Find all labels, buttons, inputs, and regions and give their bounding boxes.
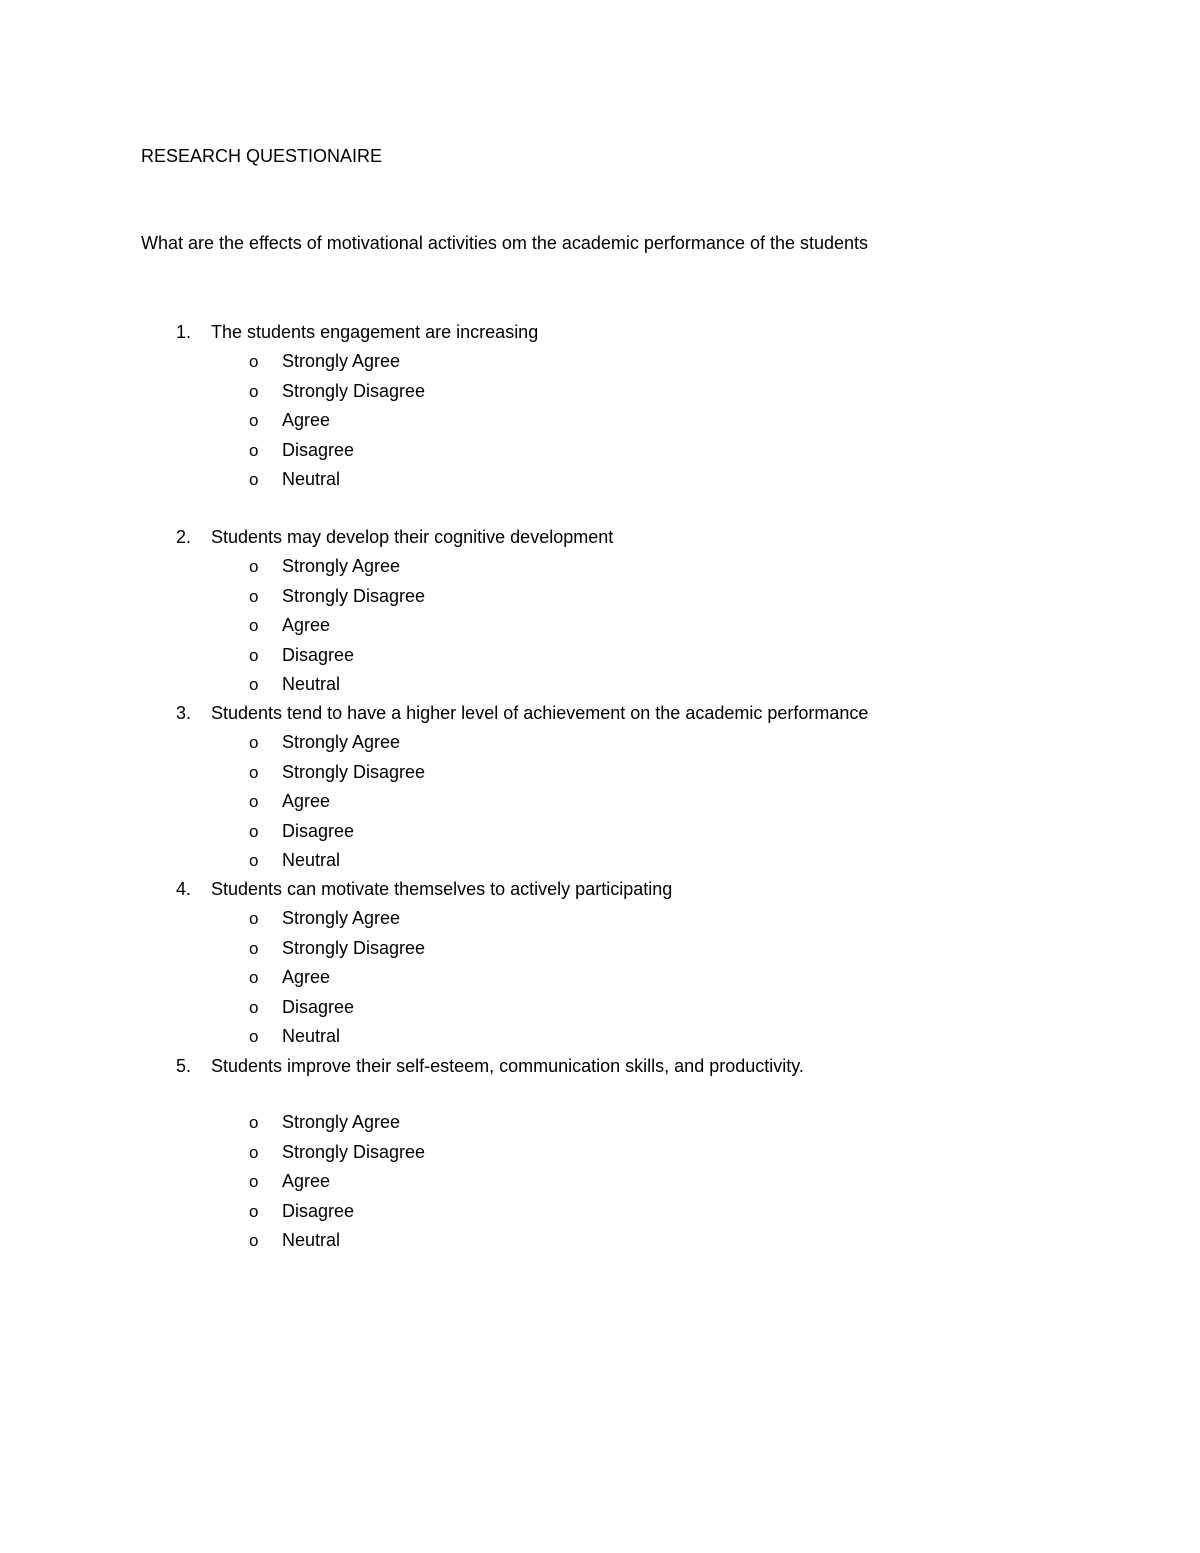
answer-options [0,1108,1200,1256]
answer-option-agree[interactable] [0,611,1200,641]
option-bullet-icon: o [249,909,259,928]
answer-option-neutral[interactable] [0,465,1200,495]
option-label: Disagree [282,820,355,841]
option-bullet-icon: o [249,381,259,401]
option-bullet-icon: o [249,645,259,665]
answer-option-strongly-agree[interactable] [0,552,1200,582]
option-label: Agree [282,410,331,431]
answer-options [0,552,1200,700]
option-bullet-icon: o [249,440,259,460]
option-bullet-icon: o [249,470,259,490]
option-label: Neutral [282,850,341,871]
question-item-1 [0,317,1200,495]
option-bullet-icon: o [249,968,259,988]
option-label: Disagree [282,996,355,1017]
answer-option-agree[interactable] [0,406,1200,436]
answer-option-strongly-disagree[interactable] [0,1138,1200,1168]
question-text: Students can motivate themselves to actively participating [211,879,673,899]
answer-option-strongly-agree[interactable] [0,728,1200,758]
option-label: Disagree [282,644,355,665]
answer-option-disagree[interactable] [0,817,1200,847]
question-heading [0,874,1200,904]
option-bullet-icon: o [249,616,259,636]
option-label: Agree [282,1171,331,1192]
question-text: Students may develop their cognitive development [211,527,614,547]
question-text: Students improve their self-esteem, communication skills, and productivity. [211,1056,804,1076]
answer-options [0,347,1200,495]
option-label: Strongly Agree [282,1112,401,1132]
question-number: 4. [176,879,192,899]
answer-option-agree[interactable] [0,963,1200,993]
answer-option-neutral[interactable] [0,846,1200,876]
question-heading [0,698,1200,728]
question-text: The students engagement are increasing [211,322,539,342]
option-bullet-icon: o [249,733,259,752]
option-bullet-icon: o [249,675,259,695]
option-label: Strongly Agree [282,351,401,371]
answer-option-neutral[interactable] [0,1226,1200,1256]
option-bullet-icon: o [249,1142,259,1162]
answer-options [0,728,1200,876]
answer-option-disagree[interactable] [0,993,1200,1023]
option-bullet-icon: o [249,821,259,841]
question-item-5 [0,1051,1200,1256]
answer-option-agree[interactable] [0,787,1200,817]
option-bullet-icon: o [249,411,259,431]
question-number: 1. [176,322,192,342]
option-label: Neutral [282,1230,341,1251]
option-bullet-icon: o [249,586,259,606]
option-label: Neutral [282,674,341,695]
answer-option-strongly-disagree[interactable] [0,934,1200,964]
document-title: RESEARCH QUESTIONAIRE [141,146,383,166]
option-label: Agree [282,615,331,636]
option-bullet-icon: o [249,938,259,958]
option-bullet-icon: o [249,997,259,1017]
answer-option-disagree[interactable] [0,641,1200,671]
option-bullet-icon: o [249,352,259,371]
question-heading [0,1051,1200,1081]
answer-option-neutral[interactable] [0,670,1200,700]
answer-option-strongly-disagree[interactable] [0,377,1200,407]
option-bullet-icon: o [249,1231,259,1251]
question-text: Students tend to have a higher level of achievement on the academic performance [211,703,869,723]
answer-option-agree[interactable] [0,1167,1200,1197]
answer-option-strongly-agree[interactable] [0,1108,1200,1138]
question-item-3 [0,698,1200,876]
answer-options [0,904,1200,1052]
answer-option-strongly-disagree[interactable] [0,758,1200,788]
option-bullet-icon: o [249,557,259,576]
question-heading [0,317,1200,347]
option-bullet-icon: o [249,1201,259,1221]
option-label: Agree [282,791,331,812]
answer-option-strongly-agree[interactable] [0,904,1200,934]
option-label: Disagree [282,1200,355,1221]
answer-option-disagree[interactable] [0,1197,1200,1227]
option-bullet-icon: o [249,851,259,871]
option-label: Strongly Agree [282,732,401,752]
option-label: Strongly Disagree [282,380,426,401]
option-bullet-icon: o [249,1113,259,1132]
option-label: Strongly Disagree [282,1141,426,1162]
option-bullet-icon: o [249,1027,259,1047]
option-label: Disagree [282,439,355,460]
question-item-4 [0,874,1200,1052]
answer-option-disagree[interactable] [0,436,1200,466]
answer-option-neutral[interactable] [0,1022,1200,1052]
option-bullet-icon: o [249,762,259,782]
option-label: Strongly Agree [282,556,401,576]
option-label: Agree [282,967,331,988]
option-label: Strongly Disagree [282,937,426,958]
question-number: 2. [176,527,192,547]
option-label: Neutral [282,1026,341,1047]
option-bullet-icon: o [249,792,259,812]
option-label: Strongly Agree [282,908,401,928]
answer-option-strongly-agree[interactable] [0,347,1200,377]
question-number: 3. [176,703,192,723]
question-heading [0,522,1200,552]
question-item-2 [0,522,1200,700]
option-label: Strongly Disagree [282,761,426,782]
option-label: Strongly Disagree [282,585,426,606]
option-label: Neutral [282,469,341,490]
option-bullet-icon: o [249,1172,259,1192]
answer-option-strongly-disagree[interactable] [0,582,1200,612]
question-number: 5. [176,1056,192,1076]
research-question: What are the effects of motivational activities om the academic performance of the students [141,233,869,253]
